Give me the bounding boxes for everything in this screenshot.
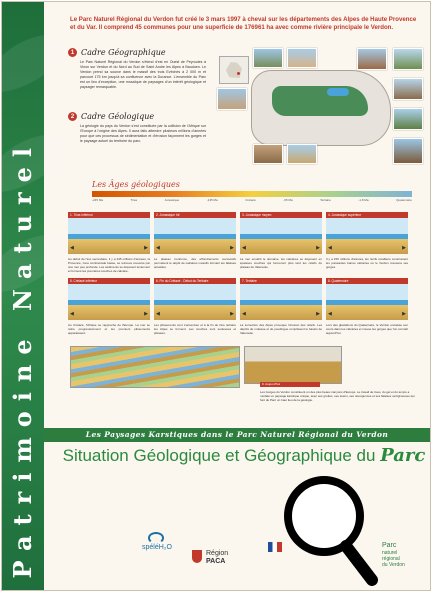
cross-section-diagram (70, 346, 240, 388)
location-marker (237, 72, 240, 75)
panel-text: Lors des glaciations du Quaternaire, le Verdon encaisse son cours dans les calcaires et creuse les gorges que l'on connaît aujourd'hui. (326, 323, 408, 336)
band-title: Patrimoine Naturel (8, 137, 37, 578)
panel-diagram (326, 284, 408, 320)
ages-title: Les Âges géologiques (92, 180, 180, 189)
panel-text: Les plissements vont s'accentuer et à la fin de l'ère tertiaire les Alpes se forment. Les couches sont soulevées et plissées. (154, 323, 236, 336)
panel-text: La surrection des Alpes provoque l'érosion des reliefs. Les dépôts de molasse et de poudingue remplissent le bassin de Valensole. (240, 323, 322, 336)
panel-diagram (240, 284, 322, 320)
ages-bar (92, 191, 412, 197)
section-heading: Cadre Géologique (81, 112, 155, 121)
spele-logo-text: spéléH₂O (142, 544, 172, 551)
panel-title: 1. Trias inférieur (68, 212, 150, 218)
panel-diagram (326, 218, 408, 254)
region-paca-logo (206, 550, 228, 565)
panel-title: 4. Jurassique supérieur (326, 212, 408, 218)
arrow-right-icon: ▶ (144, 311, 148, 317)
age-tick: Quaternaire (396, 198, 412, 202)
section-number: 1 (68, 48, 77, 57)
arrow-right-icon: ▶ (316, 245, 320, 251)
arrow-right-icon: ▶ (402, 311, 406, 317)
geology-panel (240, 278, 322, 345)
arrow-right-icon: ▶ (144, 245, 148, 251)
panel-text: Il y a 150 millions d'années, les récifs coralliens construisent les puissantes barres calcaires où le Verdon creusera ses gorges. (326, 257, 408, 270)
banner-text: Les Paysages Karstiques dans le Parc Naturel Régional du Verdon (85, 430, 389, 439)
panel-diagram (68, 284, 150, 320)
arrow-left-icon: ◀ (70, 311, 74, 317)
left-band (2, 2, 44, 590)
arrow-right-icon: ▶ (230, 311, 234, 317)
age-tick: -245 Ma (92, 198, 104, 202)
intro-text: Le Parc Naturel Régional du Verdon fut créé le 3 mars 1997 à cheval sur les départements des Alpes de Haute Provence et du Var. Il comprend 45 communes pour une superficie de 176961 ha avec comme rivière principale le Verdon. (70, 16, 417, 32)
arrow-left-icon: ◀ (156, 245, 160, 251)
landscape-diagram (244, 346, 342, 384)
photo (287, 48, 317, 68)
geology-panel (68, 212, 150, 279)
age-tick: Jurassique (164, 198, 180, 202)
pnr-line: régional (382, 556, 400, 563)
region-name: PACA (206, 557, 226, 565)
photo (253, 144, 283, 164)
photo (393, 48, 423, 70)
ages-ticks (92, 198, 412, 202)
arrow-left-icon: ◀ (70, 245, 74, 251)
pnr-line: naturel (382, 550, 398, 557)
panel-text: Au Crétacé, l'Afrique se rapproche de l'Europe. La mer se retire progressivement et les premiers plissements apparaissent. (68, 323, 150, 336)
photo (393, 138, 423, 164)
leaf-decoration (2, 22, 76, 102)
banner (44, 428, 430, 442)
shield-icon (192, 550, 202, 563)
final-title: 9. Aujourd'hui (260, 382, 320, 387)
age-tick: -65 Ma (283, 198, 293, 202)
arrow-left-icon: ◀ (242, 311, 246, 317)
age-tick: Crétacé (245, 198, 256, 202)
age-tick: Tertiaire (320, 198, 331, 202)
photo (217, 88, 247, 110)
main-title (58, 445, 430, 466)
photo (393, 78, 423, 100)
pnr-line: Parc (382, 542, 397, 549)
park-zone (272, 86, 368, 116)
panel-diagram (240, 218, 322, 254)
spele-logo (142, 544, 172, 551)
geology-panel (240, 212, 322, 279)
panel-diagram (154, 218, 236, 254)
main-title-emph: Parc (380, 445, 426, 466)
section-heading: Cadre Géographique (81, 48, 166, 57)
section-geol-text: La géologie du pays du Verdon s'est constituée par la collision de l'Afrique sur l'Europe à l'origine des Alpes. Il aura fallu attendre plusieurs millions d'années pour que ces processus de sédimentation et d'érosion façonnent les gorges et le paysage actuel du territoire du parc. (80, 124, 206, 144)
panel-title: 7. Tertiaire (240, 278, 322, 284)
photo (357, 48, 387, 70)
geological-ages (92, 180, 412, 202)
main-title-text: Situation Géologique et Géographique du (62, 446, 376, 465)
panel-diagram (68, 218, 150, 254)
map (217, 48, 423, 164)
photo (253, 48, 283, 68)
arrow-left-icon: ◀ (242, 245, 246, 251)
age-tick: -1,8 Ma (358, 198, 369, 202)
arrow-left-icon: ◀ (328, 311, 332, 317)
panel-text: Le plateau s'enfonce, des effondrements successifs permettent le dépôt de calcaires massifs formant les falaises actuelles. (154, 257, 236, 270)
panel-title: 3. Jurassique moyen (240, 212, 322, 218)
pnr-line: du Verdon (382, 562, 405, 569)
geology-panel (326, 212, 408, 279)
section-number: 2 (68, 112, 77, 121)
arrow-right-icon: ▶ (316, 311, 320, 317)
panel-title: 5. Crétacé inférieur (68, 278, 150, 284)
region-label: Région (206, 550, 229, 557)
panel-text: Au début de l'ère secondaire, il y a 245 millions d'années, la Provence, zone continentale basse, se retrouve couverte par une mer peu profonde. Les sédiments se déposent lentement et forment les premières couches de calcaire. (68, 257, 150, 274)
arrow-right-icon: ▶ (230, 245, 234, 251)
final-text: Les Gorges du Verdon constituent un des plus beaux canyons d'Europe. Le travail de l'eau, du gel et du temps a modelé un paysage karstique unique, avec ses grottes, ses avens, ses résurgences et ses falaises vertigineuses qui font du Parc un haut lieu de la géologie. (260, 390, 415, 403)
geology-panel (154, 278, 236, 345)
geology-panel (154, 212, 236, 279)
photo (287, 144, 317, 164)
section-geol-title (68, 112, 154, 121)
panel-diagram (154, 284, 236, 320)
arrow-left-icon: ◀ (156, 311, 160, 317)
age-tick: Trias (130, 198, 138, 202)
panel-title: 2. Jurassique Inf. (154, 212, 236, 218)
photo (393, 108, 423, 130)
poster (2, 2, 430, 590)
panel-title: 6. Fin du Crétacé - Début du Tertiaire (154, 278, 236, 284)
section-geo-text: Le Parc Naturel Régional du Verdon s'étend d'est en Ouest de Peyroules à Vinon sur Verdon et du Nord au Sud de Saint Andre les Alpes à Bauduen. Le Verdon prend sa source dans le massif des trois Evêchés à 2 000 m et parcourt 175 km jusqu'à sa confluence avec la Durance. L'ensemble du Parc est un lieu d'exception, une mosaïque de paysages d'un intérêt géologique et paysager remarquable. (80, 60, 206, 90)
age-tick: -135 Ma (206, 198, 218, 202)
france-inset-map (219, 56, 249, 84)
magnifier-icon (274, 474, 384, 590)
panel-title: 8. Quaternaire (326, 278, 408, 284)
spele-emblem (148, 532, 164, 544)
arrow-right-icon: ▶ (402, 245, 406, 251)
section-geo-title (68, 48, 166, 57)
lake (327, 88, 349, 96)
pnr-verdon-logo (382, 542, 405, 568)
geology-panel (68, 278, 150, 345)
france-shape (226, 62, 242, 78)
marianne-logo (268, 542, 282, 552)
arrow-left-icon: ◀ (328, 245, 332, 251)
panel-text: La mer envahit le domaine, les calcaires se déposent en épaisses couches qui formeront plus tard les reliefs du plateau de Valensole. (240, 257, 322, 270)
geology-panel (326, 278, 408, 345)
